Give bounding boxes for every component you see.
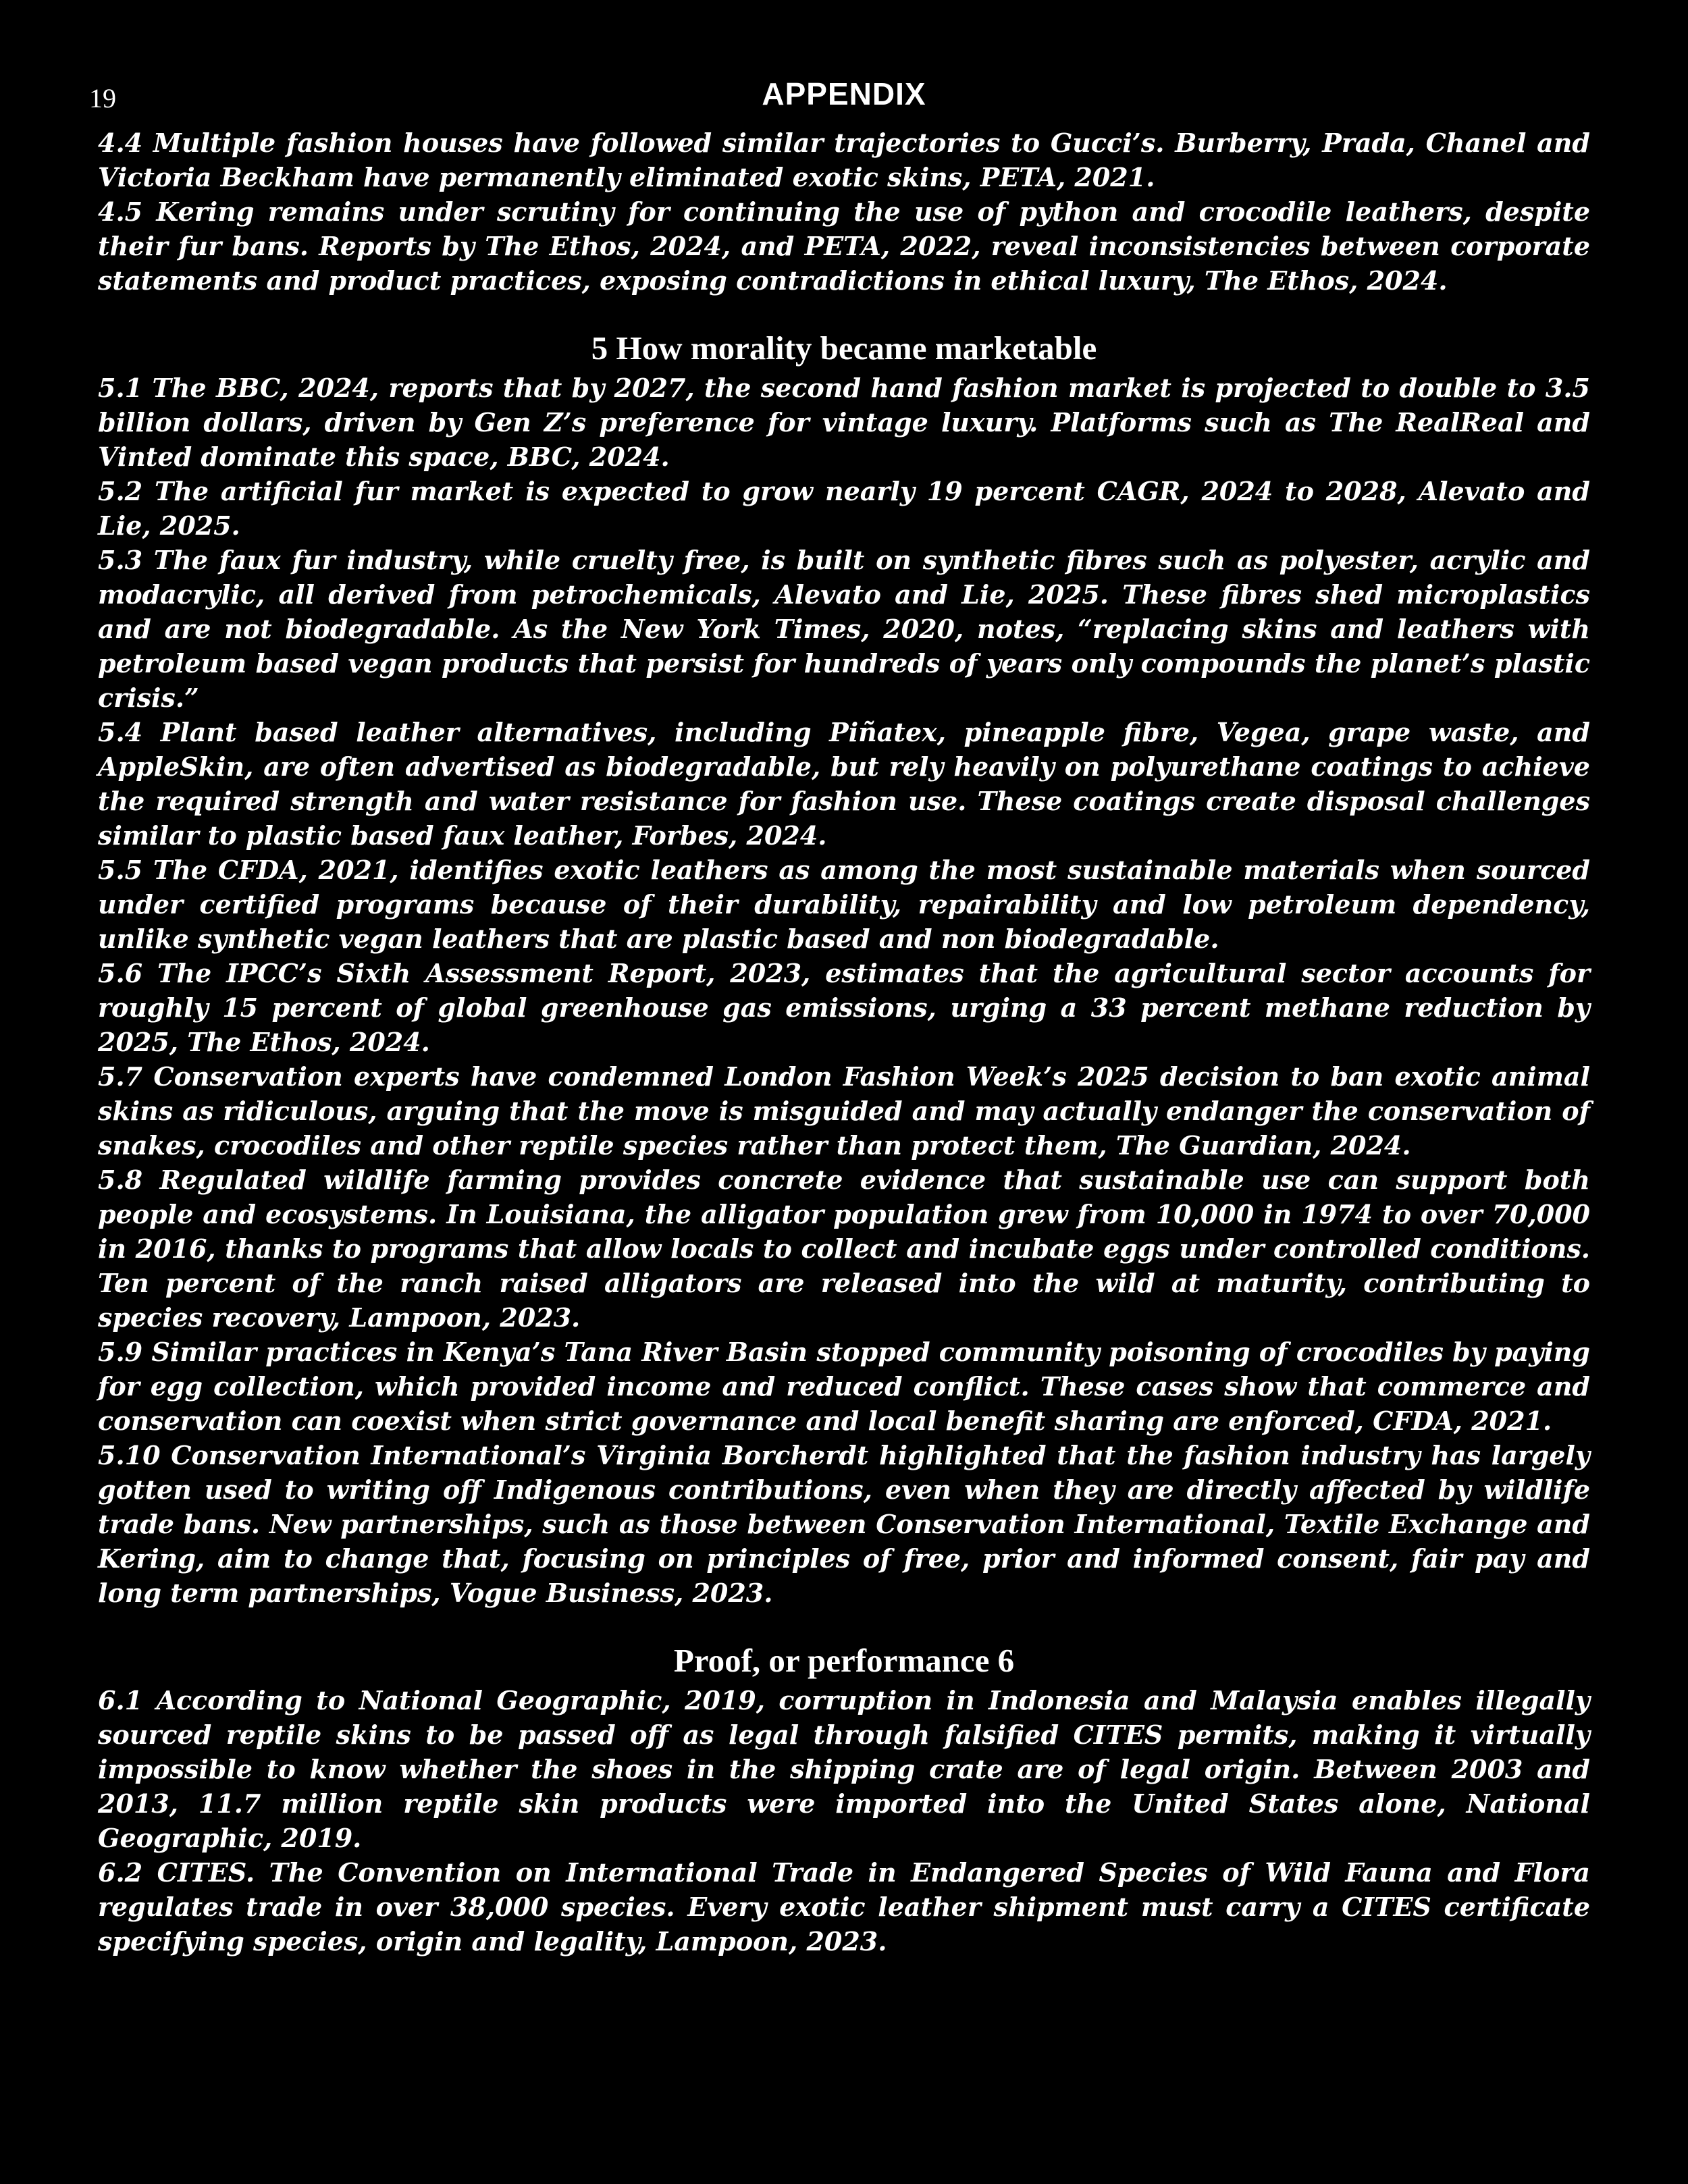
section-heading-5: 5 How morality became marketable [591, 329, 1097, 367]
running-title: APPENDIX [762, 76, 926, 111]
paragraph-5-7: 5.7 Conservation experts have condemned London Fashion Week’s 2025 decision to ban exotic animal skins as ridiculous, arguing that the move is misguided and may actually endanger the conservation of snakes, crocodiles and other reptile species rather than protect them, The Guardian, 2024. [98, 1061, 1590, 1161]
paragraph-5-6: 5.6 The IPCC’s Sixth Assessment Report, 2023, estimates that the agricultural sector accounts for roughly 15 percent of global greenhouse gas emissions, urging a 33 percent methane reduction by 2025, The Ethos, 2024. [98, 958, 1590, 1057]
paragraph-6-2: 6.2 CITES. The Convention on International Trade in Endangered Species of Wild Fauna and Flora regulates trade in over 38,000 species. Every exotic leather shipment must carry a CITES certificate specifying species, origin and legality, Lampoon, 2023. [98, 1857, 1590, 1956]
paragraph-5-9: 5.9 Similar practices in Kenya’s Tana River Basin stopped community poisoning of crocodiles by paying for egg collection, which provided income and reduced conflict. These cases show that commerce and conservation can coexist when strict governance and local benefit sharing are enforced, CFDA, 2021. [98, 1337, 1590, 1436]
section-heading-6: Proof, or performance 6 [673, 1642, 1015, 1679]
paragraph-5-8: 5.8 Regulated wildlife farming provides concrete evidence that sustainable use can support both people and ecosystems. In Louisiana, the alligator population grew from 10,000 in 1974 to over 70,000 in 2016, thanks to programs that allow locals to collect and incubate eggs under controlled conditions. Ten percent of the ranch raised alligators are released into the wild at maturity, contributing to species recovery, Lampoon, 2023. [98, 1165, 1590, 1333]
paragraph-5-3: 5.3 The faux fur industry, while cruelty free, is built on synthetic fibres such as polyester, acrylic and modacrylic, all derived from petrochemicals, Alevato and Lie, 2025. These fibres shed microplastics and are not biodegradable. As the New York Times, 2020, notes, “replacing skins and leathers with petroleum based vegan products that persist for hundreds of years only compounds the planet’s plastic crisis.” [98, 545, 1590, 713]
page-number: 19 [89, 83, 116, 113]
paragraph-5-10: 5.10 Conservation International’s Virginia Borcherdt highlighted that the fashion industry has largely gotten used to writing off Indigenous contributions, even when they are directly affected by wildlife trade bans. New partnerships, such as those between Conservation International, Textile Exchange and Kering, aim to change that, focusing on principles of free, prior and informed consent, fair pay and long term partnerships, Vogue Business, 2023. [98, 1440, 1590, 1608]
paragraph-5-1: 5.1 The BBC, 2024, reports that by 2027, the second hand fashion market is projected to double to 3.5 billion dollars, driven by Gen Z’s preference for vintage luxury. Platforms such as The RealReal and Vinted dominate this space, BBC, 2024. [98, 373, 1590, 472]
paragraph-4-4: 4.4 Multiple fashion houses have followed similar trajectories to Gucci’s. Burberry, Prada, Chanel and Victoria Beckham have permanently eliminated exotic skins, PETA, 2021. [98, 128, 1590, 192]
paragraph-4-5: 4.5 Kering remains under scrutiny for continuing the use of python and crocodile leathers, despite their fur bans. Reports by The Ethos, 2024, and PETA, 2022, reveal inconsistencies between corporate statements and product practices, exposing contradictions in ethical luxury, The Ethos, 2024. [98, 196, 1590, 296]
page-body [98, 126, 1590, 1959]
paragraph-6-1: 6.1 According to National Geographic, 2019, corruption in Indonesia and Malaysia enables illegally sourced reptile skins to be passed off as legal through falsified CITES permits, making it virtually impossible to know whether the shoes in the shipping crate are of legal origin. Between 2003 and 2013, 11.7 million reptile skin products were imported into the United States alone, National Geographic, 2019. [98, 1685, 1590, 1853]
paragraph-5-4: 5.4 Plant based leather alternatives, including Piñatex, pineapple fibre, Vegea, grape waste, and AppleSkin, are often advertised as biodegradable, but rely heavily on polyurethane coatings to achieve the required strength and water resistance for fashion use. These coatings create disposal challenges similar to plastic based faux leather, Forbes, 2024. [98, 717, 1590, 851]
paragraph-5-2: 5.2 The artificial fur market is expected to grow nearly 19 percent CAGR, 2024 to 2028, Alevato and Lie, 2025. [98, 476, 1590, 541]
paragraph-5-5: 5.5 The CFDA, 2021, identifies exotic leathers as among the most sustainable materials when sourced under certified programs because of their durability, repairability and low petroleum dependency, unlike synthetic vegan leathers that are plastic based and non biodegradable. [98, 855, 1590, 954]
